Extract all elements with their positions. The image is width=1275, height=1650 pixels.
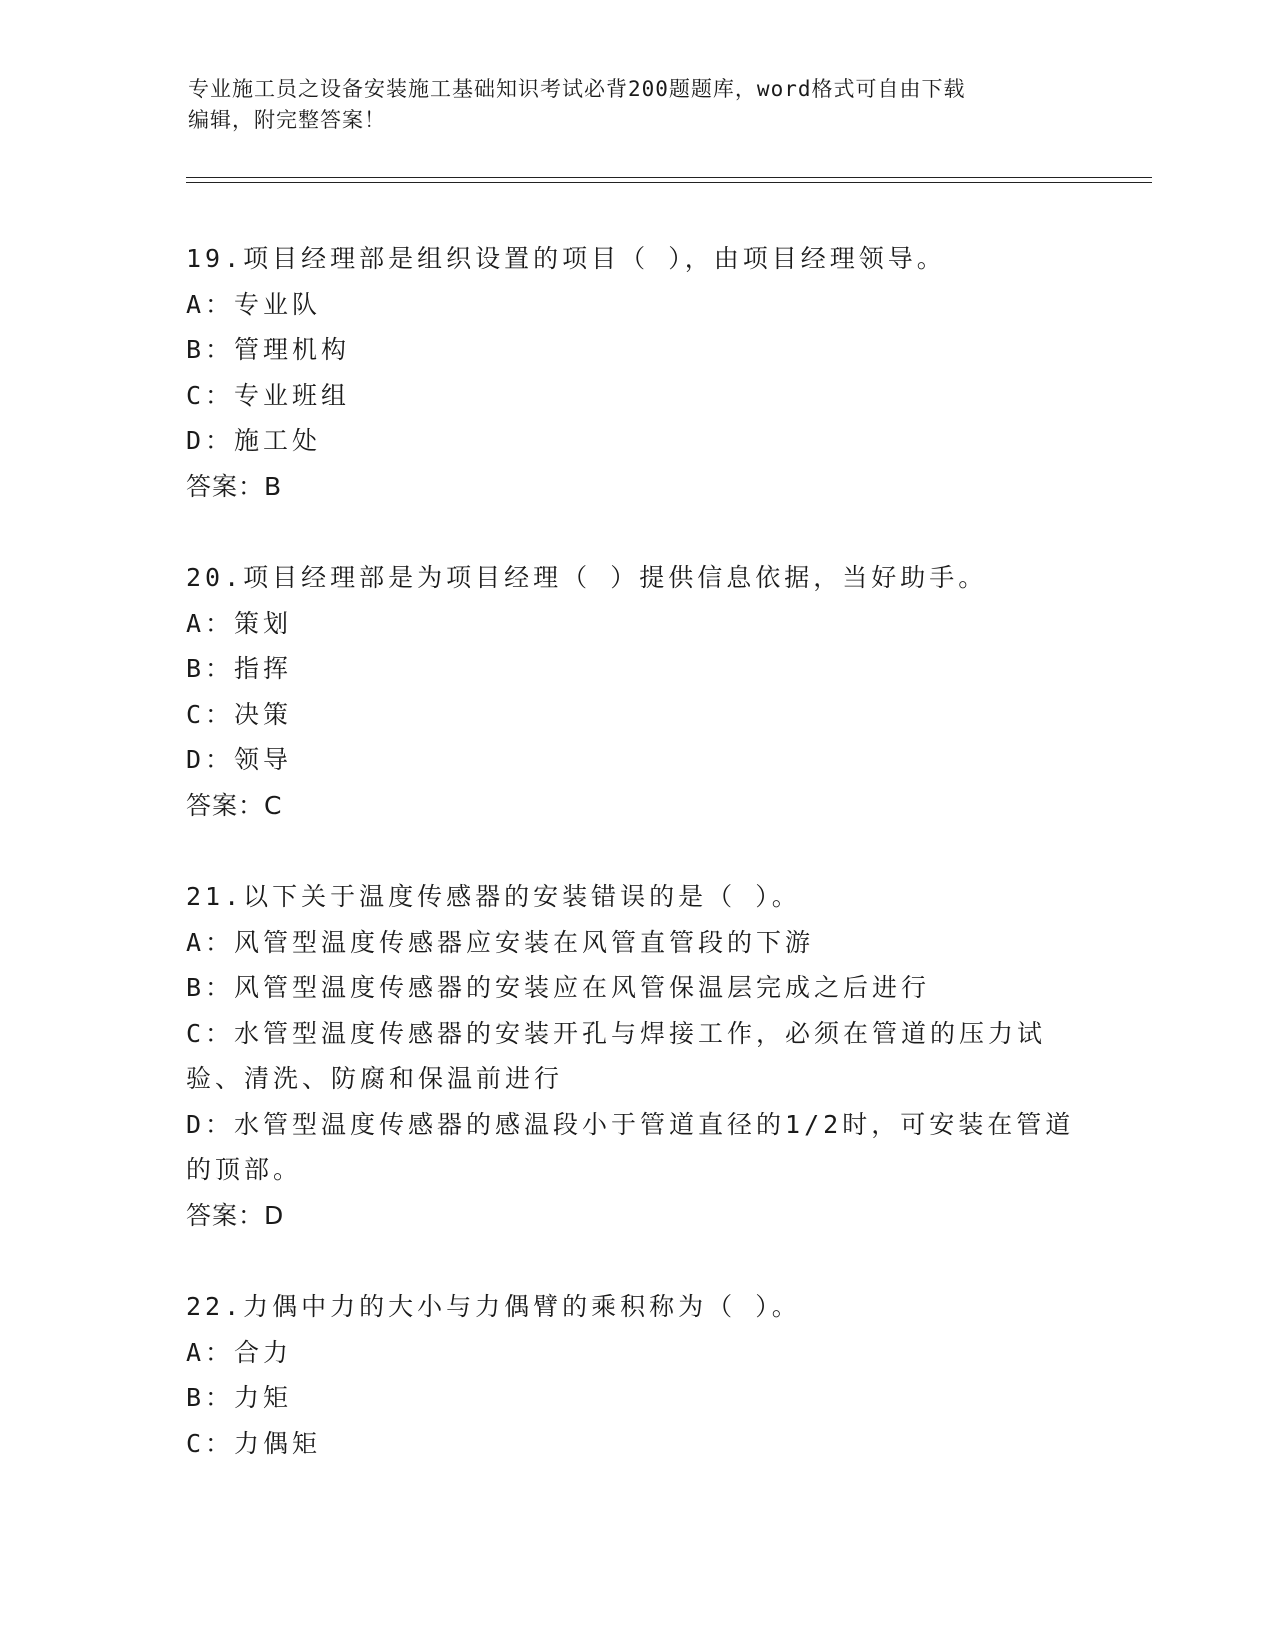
option-b: B：指挥 xyxy=(186,654,293,683)
answer: 答案：B xyxy=(186,471,283,501)
header-line-2: 编辑，附完整答案！ xyxy=(188,108,386,132)
question-text: 22.力偶中力的大小与力偶臂的乘积称为（ ）。 xyxy=(186,1292,801,1321)
option-b: B：风管型温度传感器的安装应在风管保温层完成之后进行 xyxy=(186,973,931,1002)
option-c: C：力偶矩 xyxy=(186,1428,322,1458)
option-c: C：专业班组 xyxy=(186,380,351,410)
option-d: D：施工处 xyxy=(186,426,322,455)
option-a: A：合力 xyxy=(186,1337,293,1367)
question-text: 20.项目经理部是为项目经理（ ）提供信息依据，当好助手。 xyxy=(186,563,988,592)
answer: 答案：C xyxy=(186,790,283,820)
option-a: A：专业队 xyxy=(186,289,322,319)
question-22 xyxy=(186,1284,1086,1466)
option-d: D：领导 xyxy=(186,745,293,774)
option-c: C：水管型温度传感器的安装开孔与焊接工作，必须在管道的压力试验、清洗、防腐和保温前进行 xyxy=(186,1018,1047,1093)
document-header xyxy=(188,74,1088,136)
question-20 xyxy=(186,555,1086,828)
question-list xyxy=(186,236,1086,1512)
question-text: 21.以下关于温度传感器的安装错误的是（ ）。 xyxy=(186,882,801,911)
option-c: C：决策 xyxy=(186,699,293,729)
header-divider-bottom xyxy=(186,182,1152,183)
option-b: B：力矩 xyxy=(186,1383,293,1412)
header-divider-top xyxy=(186,177,1152,178)
option-d: D：水管型温度传感器的感温段小于管道直径的1/2时，可安装在管道的顶部。 xyxy=(186,1109,1075,1184)
question-21 xyxy=(186,874,1086,1238)
question-text: 19.项目经理部是组织设置的项目（ ），由项目经理领导。 xyxy=(186,244,946,273)
answer: 答案：D xyxy=(186,1200,285,1230)
option-a: A：风管型温度传感器应安装在风管直管段的下游 xyxy=(186,927,815,957)
option-a: A：策划 xyxy=(186,608,293,638)
option-b: B：管理机构 xyxy=(186,335,351,364)
header-line-1: 专业施工员之设备安装施工基础知识考试必背200题题库，word格式可自由下载 xyxy=(188,77,966,101)
question-19 xyxy=(186,236,1086,509)
